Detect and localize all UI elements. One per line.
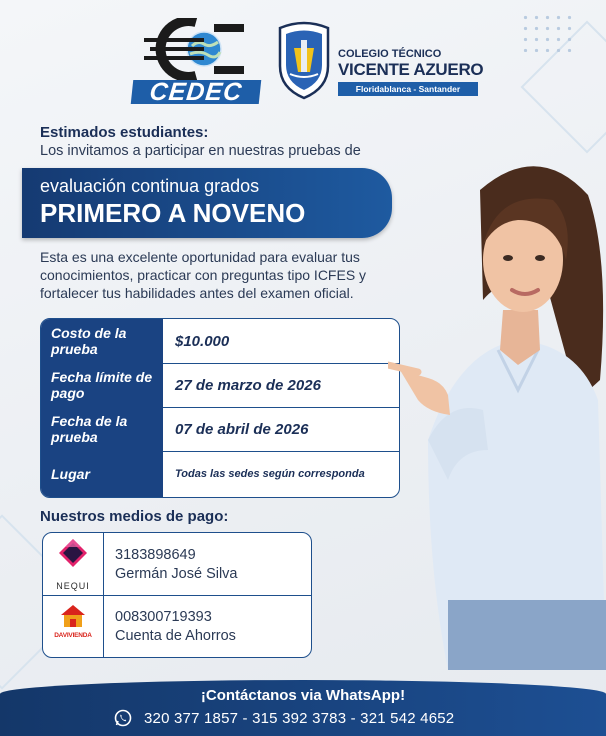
- payment-davivienda: [43, 595, 311, 657]
- cedec-globe-icon: [132, 18, 260, 80]
- invitation: Los invitamos a participar en nuestras pruebas de: [40, 143, 361, 159]
- footer: [0, 680, 606, 736]
- description: [40, 248, 440, 302]
- description-line: conocimientos, practicar con preguntas tipo ICFES y: [40, 267, 367, 283]
- nequi-details: [115, 546, 238, 584]
- info-label: Fecha límite de pago: [41, 363, 163, 407]
- info-row-payment-deadline: [41, 363, 399, 408]
- payment-title: Nuestros medios de pago:: [40, 508, 229, 525]
- info-label: Costo de la prueba: [41, 319, 163, 363]
- davivienda-account: Cuenta de Ahorros: [115, 628, 236, 644]
- info-row-test-date: [41, 407, 399, 452]
- info-label: Lugar: [41, 451, 163, 497]
- davivienda-number: 008300719393: [115, 609, 212, 625]
- info-value: $10.000: [175, 332, 230, 350]
- payment-nequi: [43, 533, 311, 596]
- info-table: [40, 318, 400, 498]
- info-value: Todas las sedes según corresponda: [175, 468, 365, 480]
- description-line: Esta es una excelente oportunidad para evaluar tus: [40, 249, 360, 265]
- payment-methods: [42, 532, 312, 658]
- davivienda-details: [115, 608, 236, 646]
- davivienda-house-icon: [43, 595, 103, 635]
- nequi-logo: [43, 533, 104, 595]
- school-location: Floridablanca - Santander: [338, 82, 478, 96]
- nequi-holder: Germán José Silva: [115, 566, 238, 582]
- cedec-wordmark: CEDEC: [131, 80, 262, 104]
- whatsapp-icon: [114, 709, 132, 727]
- title-banner: [22, 168, 392, 238]
- davivienda-label: DAVIVIENDA: [54, 632, 92, 639]
- student-photo: [388, 150, 606, 670]
- info-row-location: [41, 451, 399, 497]
- cedec-logo: [132, 18, 260, 104]
- decor-dots: [520, 12, 572, 52]
- info-row-cost: [41, 319, 399, 364]
- banner-subtitle: evaluación continua grados: [40, 176, 260, 196]
- banner-title: PRIMERO A NOVENO: [40, 198, 306, 228]
- nequi-number: 3183898649: [115, 547, 196, 563]
- info-value: 27 de marzo de 2026: [175, 376, 321, 394]
- nequi-label: NEQUI: [56, 581, 90, 591]
- info-value: 07 de abril de 2026: [175, 420, 309, 438]
- nequi-icon: [43, 533, 103, 581]
- school-name-top: COLEGIO TÉCNICO: [338, 48, 442, 60]
- school-shield-icon: [276, 18, 332, 100]
- footer-phones: 320 377 1857 - 315 392 3783 - 321 542 4652: [144, 710, 455, 727]
- info-label: Fecha de la prueba: [41, 407, 163, 451]
- greeting: Estimados estudiantes:: [40, 124, 209, 141]
- davivienda-logo: [43, 595, 104, 657]
- school-name: VICENTE AZUERO: [338, 60, 484, 79]
- footer-title: ¡Contáctanos via WhatsApp!: [200, 687, 406, 704]
- description-line: fortalecer tus habilidades antes del examen oficial.: [40, 285, 354, 301]
